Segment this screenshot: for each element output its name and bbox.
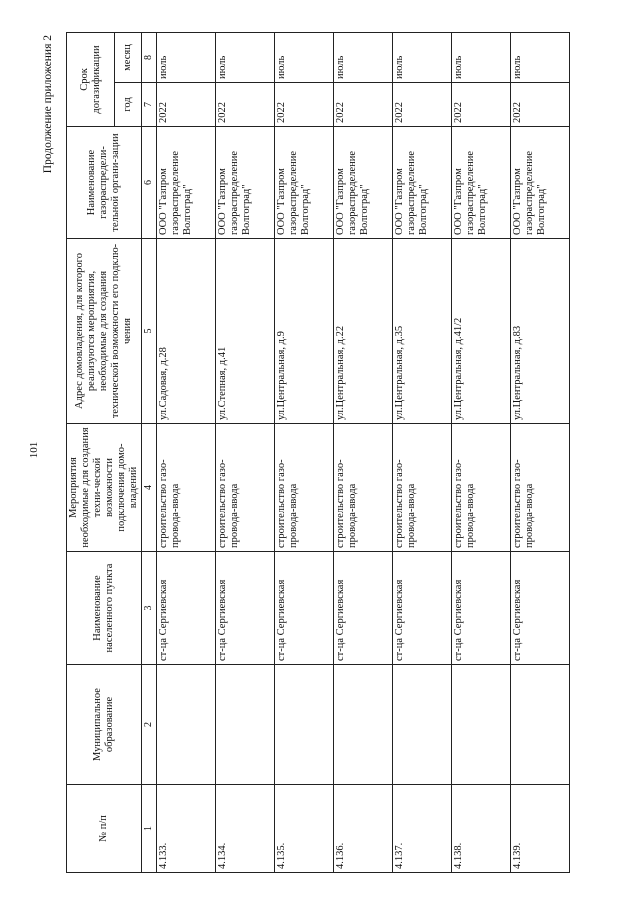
row-org: ООО "Газпром газораспределение Волгоград" bbox=[157, 127, 216, 239]
row-settlement: ст-ца Сергиевская bbox=[511, 552, 570, 665]
row-settlement: ст-ца Сергиевская bbox=[393, 552, 452, 665]
row-measures: строительство газо-провода-ввода bbox=[157, 424, 216, 552]
row-year: 2022 bbox=[275, 83, 334, 127]
col-index: 2 bbox=[142, 665, 157, 785]
table-row bbox=[511, 32, 570, 872]
row-settlement: ст-ца Сергиевская bbox=[157, 552, 216, 665]
header-measures: Мероприятия необходимые для создания техни-ческой возможности подключения домо-владений bbox=[67, 424, 142, 552]
table-row bbox=[216, 32, 275, 872]
row-measures: строительство газо-провода-ввода bbox=[334, 424, 393, 552]
row-address: ул.Центральная, д.22 bbox=[334, 239, 393, 424]
header-month: месяц bbox=[115, 32, 142, 82]
row-municipality bbox=[452, 665, 511, 785]
header-term: Срок догазификации bbox=[67, 32, 115, 126]
row-org: ООО "Газпром газораспределение Волгоград" bbox=[511, 127, 570, 239]
row-settlement: ст-ца Сергиевская bbox=[216, 552, 275, 665]
row-address: ул.Центральная, д.41/2 bbox=[452, 239, 511, 424]
table-row bbox=[452, 32, 511, 872]
row-settlement: ст-ца Сергиевская bbox=[334, 552, 393, 665]
row-address: ул.Садовая, д.28 bbox=[157, 239, 216, 424]
table-row bbox=[334, 32, 393, 872]
column-index-row bbox=[142, 32, 157, 872]
col-index: 3 bbox=[142, 552, 157, 665]
col-index: 7 bbox=[142, 83, 157, 127]
row-municipality bbox=[216, 665, 275, 785]
row-org: ООО "Газпром газораспределение Волгоград" bbox=[334, 127, 393, 239]
row-month: июль bbox=[452, 32, 511, 82]
row-org: ООО "Газпром газораспределение Волгоград" bbox=[216, 127, 275, 239]
table-row bbox=[157, 32, 216, 872]
row-year: 2022 bbox=[334, 83, 393, 127]
row-month: июль bbox=[393, 32, 452, 82]
row-number: 4.135. bbox=[275, 785, 334, 873]
row-municipality bbox=[511, 665, 570, 785]
row-org: ООО "Газпром газораспределение Волгоград" bbox=[393, 127, 452, 239]
row-org: ООО "Газпром газораспределение Волгоград" bbox=[275, 127, 334, 239]
row-number: 4.133. bbox=[157, 785, 216, 873]
table-row bbox=[275, 32, 334, 872]
row-municipality bbox=[334, 665, 393, 785]
row-number: 4.136. bbox=[334, 785, 393, 873]
row-year: 2022 bbox=[216, 83, 275, 127]
header-num: № п/п bbox=[67, 785, 142, 873]
gasification-table bbox=[66, 32, 570, 873]
header-settlement: Наименование населенного пункта bbox=[67, 552, 142, 665]
row-measures: строительство газо-провода-ввода bbox=[511, 424, 570, 552]
col-index: 5 bbox=[142, 239, 157, 424]
row-municipality bbox=[393, 665, 452, 785]
row-address: ул.Степная, д.41 bbox=[216, 239, 275, 424]
page-number: 101 bbox=[28, 441, 40, 459]
header-address: Адрес домовладения, для которого реализуются мероприятия, необходимые для создания технической возможности его подклю-чения bbox=[67, 239, 142, 424]
table-row bbox=[393, 32, 452, 872]
row-month: июль bbox=[216, 32, 275, 82]
row-number: 4.137. bbox=[393, 785, 452, 873]
header-row bbox=[67, 32, 115, 872]
header-municipality: Муниципальное образование bbox=[67, 665, 142, 785]
row-year: 2022 bbox=[452, 83, 511, 127]
col-index: 8 bbox=[142, 32, 157, 82]
row-month: июль bbox=[334, 32, 393, 82]
col-index: 6 bbox=[142, 127, 157, 239]
header-org: Наименование газораспредели-тельной органи-зации bbox=[67, 127, 142, 239]
row-month: июль bbox=[275, 32, 334, 82]
continuation-label: Продолжение приложения 2 bbox=[42, 35, 54, 174]
row-address: ул.Центральная, д.35 bbox=[393, 239, 452, 424]
col-index: 1 bbox=[142, 785, 157, 873]
header-year: год bbox=[115, 83, 142, 127]
row-measures: строительство газо-провода-ввода bbox=[275, 424, 334, 552]
row-number: 4.139. bbox=[511, 785, 570, 873]
row-address: ул.Центральная, д.9 bbox=[275, 239, 334, 424]
row-number: 4.138. bbox=[452, 785, 511, 873]
row-number: 4.134. bbox=[216, 785, 275, 873]
row-address: ул.Центральная, д.83 bbox=[511, 239, 570, 424]
row-measures: строительство газо-провода-ввода bbox=[216, 424, 275, 552]
row-org: ООО "Газпром газораспределение Волгоград" bbox=[452, 127, 511, 239]
row-month: июль bbox=[157, 32, 216, 82]
row-measures: строительство газо-провода-ввода bbox=[452, 424, 511, 552]
col-index: 4 bbox=[142, 424, 157, 552]
row-measures: строительство газо-провода-ввода bbox=[393, 424, 452, 552]
row-month: июль bbox=[511, 32, 570, 82]
row-year: 2022 bbox=[157, 83, 216, 127]
row-settlement: ст-ца Сергиевская bbox=[275, 552, 334, 665]
row-settlement: ст-ца Сергиевская bbox=[452, 552, 511, 665]
row-year: 2022 bbox=[393, 83, 452, 127]
row-year: 2022 bbox=[511, 83, 570, 127]
row-municipality bbox=[157, 665, 216, 785]
row-municipality bbox=[275, 665, 334, 785]
